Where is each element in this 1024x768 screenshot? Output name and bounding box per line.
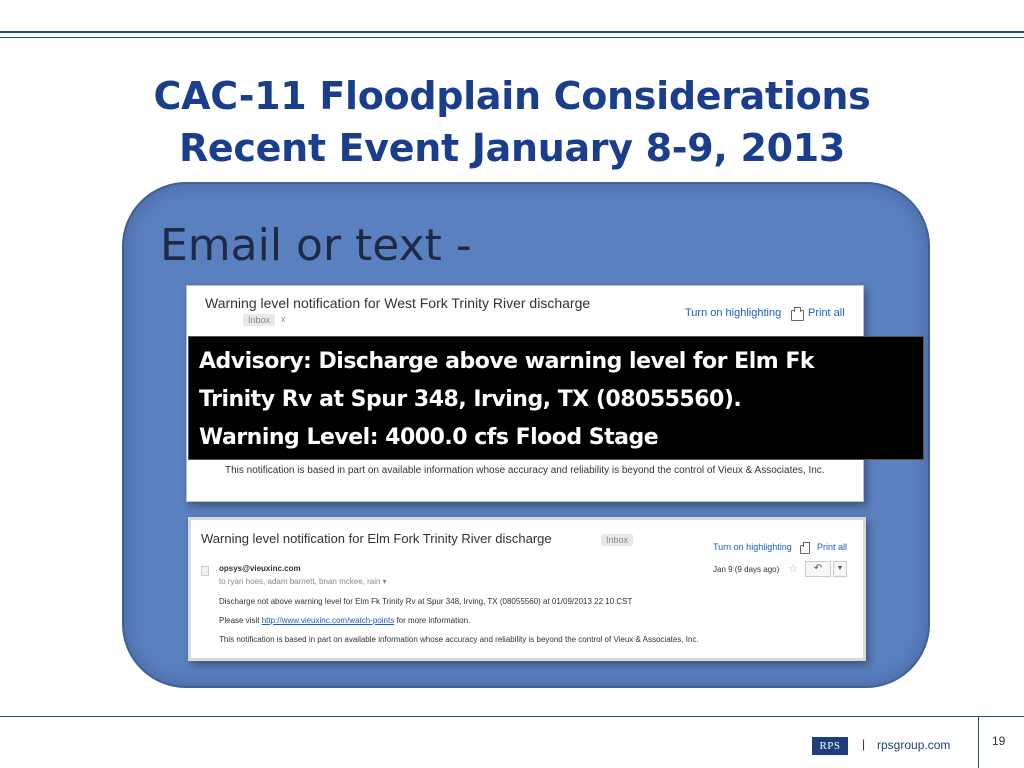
- email-body-line: Discharge not above warning level for Elm Fk Trinity Rv at Spur 348, Irving, TX (08055560) at 01/09/2013 22 10 CST: [219, 597, 633, 606]
- reply-icon[interactable]: ↶: [805, 561, 831, 577]
- sender-email[interactable]: opsys@vieuxinc.com: [219, 564, 301, 573]
- top-rule: [0, 31, 1024, 33]
- footer-separator: |: [862, 737, 866, 751]
- slide-title-line1: CAC-11 Floodplain Considerations: [153, 74, 871, 118]
- slide-title: [0, 70, 1024, 174]
- inbox-tag-close-icon[interactable]: x: [281, 314, 286, 324]
- email-disclaimer: This notification is based in part on available information whose accuracy and reliability is beyond the control of Vieux & Associates, Inc.: [225, 465, 825, 476]
- watch-points-link[interactable]: http://www.vieuxinc.com/watch-points: [261, 616, 395, 625]
- printer-icon[interactable]: [791, 310, 804, 321]
- print-all-link[interactable]: Print all: [817, 542, 848, 552]
- slide-title-line2: Recent Event January 8-9, 2013: [178, 126, 846, 170]
- star-icon[interactable]: ☆: [788, 563, 798, 575]
- recipients[interactable]: to ryan hoes, adam barnett, bnan mckee, rain ▾: [219, 577, 387, 586]
- email-date: Jan 9 (9 days ago): [713, 565, 780, 574]
- page-number: 19: [992, 734, 1006, 748]
- bottom-rule: [0, 716, 1024, 717]
- email-subject: Warning level notification for West Fork Trinity River discharge: [205, 295, 591, 311]
- chevron-down-icon[interactable]: ▼: [833, 561, 847, 577]
- turn-on-highlighting-link[interactable]: Turn on highlighting: [713, 542, 792, 552]
- printer-icon[interactable]: [800, 545, 810, 554]
- panel-heading: Email or text -: [160, 220, 472, 271]
- email-screenshot-elm-fork: [188, 517, 866, 661]
- advisory-line: Advisory: Discharge above warning level for Elm Fk: [199, 349, 814, 374]
- avatar: [201, 566, 209, 576]
- advisory-text-box: [188, 336, 924, 460]
- email-subject: Warning level notification for Elm Fork Trinity River discharge: [201, 531, 552, 546]
- more-info-text: for more information.: [396, 616, 471, 625]
- email-body-visit: [219, 616, 470, 625]
- top-rule-thin: [0, 37, 1024, 38]
- advisory-line: Trinity Rv at Spur 348, Irving, TX (08055560).: [199, 387, 742, 412]
- turn-on-highlighting-link[interactable]: Turn on highlighting: [685, 307, 782, 319]
- advisory-line: Warning Level: 4000.0 cfs Flood Stage: [199, 425, 659, 450]
- footer-website: rpsgroup.com: [877, 738, 951, 752]
- inbox-tag[interactable]: Inbox: [243, 314, 275, 326]
- please-visit-text: Please visit: [219, 616, 260, 625]
- print-all-link[interactable]: Print all: [808, 307, 845, 319]
- footer-divider: [978, 716, 979, 768]
- email-disclaimer: This notification is based in part on available information whose accuracy and reliability is beyond the control of Vieux & Associates, Inc.: [219, 635, 699, 644]
- inbox-tag[interactable]: Inbox: [601, 534, 633, 546]
- rps-logo: RPS: [812, 737, 848, 755]
